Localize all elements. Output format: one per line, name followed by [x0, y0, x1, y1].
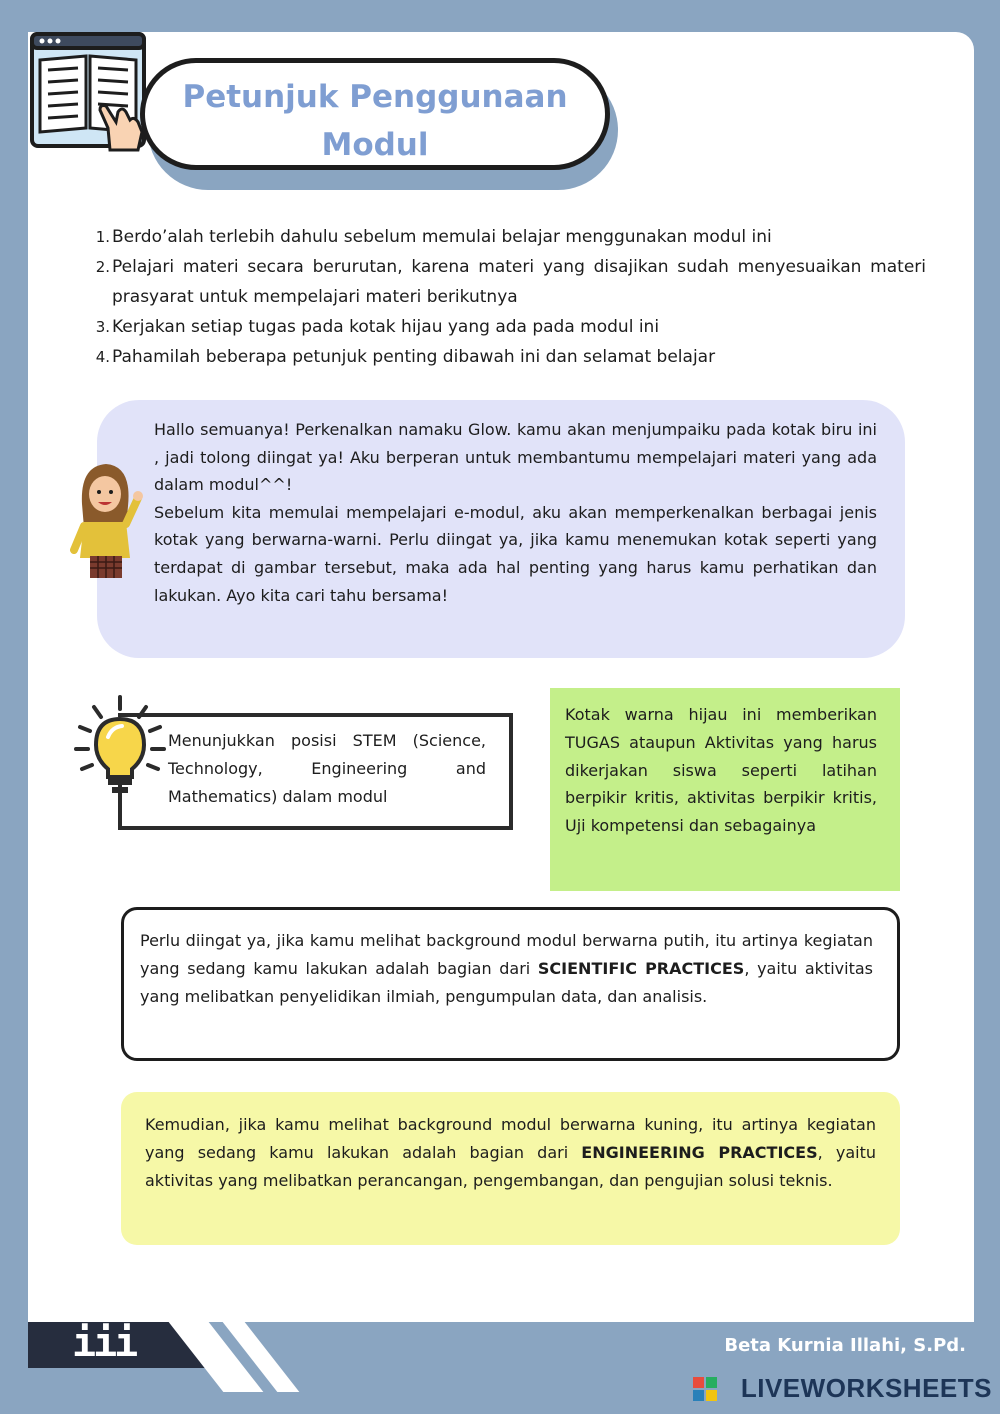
- list-item: 2. Pelajari materi secara berurutan, karena materi yang disajikan sudah menyesuaikan materi prasyarat untuk mempelajari materi berikutnya: [95, 257, 926, 307]
- lightbulb-icon: [72, 693, 168, 801]
- title-line-2: Modul: [321, 127, 429, 163]
- intro-text: [154, 416, 877, 609]
- task-box-text: Kotak warna hijau ini memberikan TUGAS ataupun Aktivitas yang harus dikerjakan siswa seperti latihan berpikir kritis, aktivitas berpikir kritis, Uji kompetensi dan sebagainya: [565, 705, 877, 836]
- stem-box-text: Menunjukkan posisi STEM (Science, Technology, Engineering and Mathematics) dalam modul: [168, 727, 486, 811]
- engineering-practices-label: ENGINEERING PRACTICES: [581, 1142, 818, 1162]
- author-name: Beta Kurnia Illahi, S.Pd.: [724, 1335, 966, 1356]
- page-number: iii: [72, 1320, 136, 1366]
- intro-paragraph-2: Sebelum kita memulai mempelajari e-modul, aku akan memperkenalkan berbagai jenis kotak yang berwarna-warni. Perlu diingat ya, jika kamu menemukan kotak seperti yang terdapat di gambar tersebut, maka ada hal penting yang harus kamu perhatikan dan lakukan. Ayo kita cari tahu bersama!: [154, 502, 877, 605]
- engineering-practices-text: Kemudian, jika kamu melihat background modul berwarna kuning, itu artinya kegiatan yang sedang kamu lakukan adalah bagian dari ENGINEERING PRACTICES, yaitu aktivitas yang melibatkan perancangan, pengembangan, dan pengujian solusi teknis.: [145, 1115, 876, 1190]
- scientific-practices-label: SCIENTIFIC PRACTICES: [537, 958, 745, 978]
- intro-paragraph-1: Hallo semuanya! Perkenalkan namaku Glow. kamu akan menjumpaiku pada kotak biru ini , jadi tolong diingat ya! Aku berperan untuk membantumu mempelajari materi yang ada dalam modul^^!: [154, 420, 877, 495]
- brand-name: LIVEWORKSHEETS: [740, 1373, 992, 1403]
- title-line-1: Petunjuk Penggunaan: [182, 79, 568, 115]
- page-title: [140, 58, 610, 170]
- character-glow-icon: [70, 458, 146, 582]
- instruction-list: [88, 222, 926, 372]
- open-book-icon: [30, 32, 146, 152]
- list-item: 1. Berdo’alah terlebih dahulu sebelum memulai belajar menggunakan modul ini: [95, 227, 772, 247]
- list-item: 4. Pahamilah beberapa petunjuk penting dibawah ini dan selamat belajar: [95, 347, 716, 367]
- scientific-practices-text: Perlu diingat ya, jika kamu melihat background modul berwarna putih, itu artinya kegiatan yang sedang kamu lakukan adalah bagian dari SCIENTIFIC PRACTICES, yaitu aktivitas yang melibatkan penyelidikan ilmiah, pengumpulan data, dan analisis.: [140, 931, 873, 1006]
- list-item: 3. Kerjakan setiap tugas pada kotak hijau yang ada pada modul ini: [95, 317, 660, 337]
